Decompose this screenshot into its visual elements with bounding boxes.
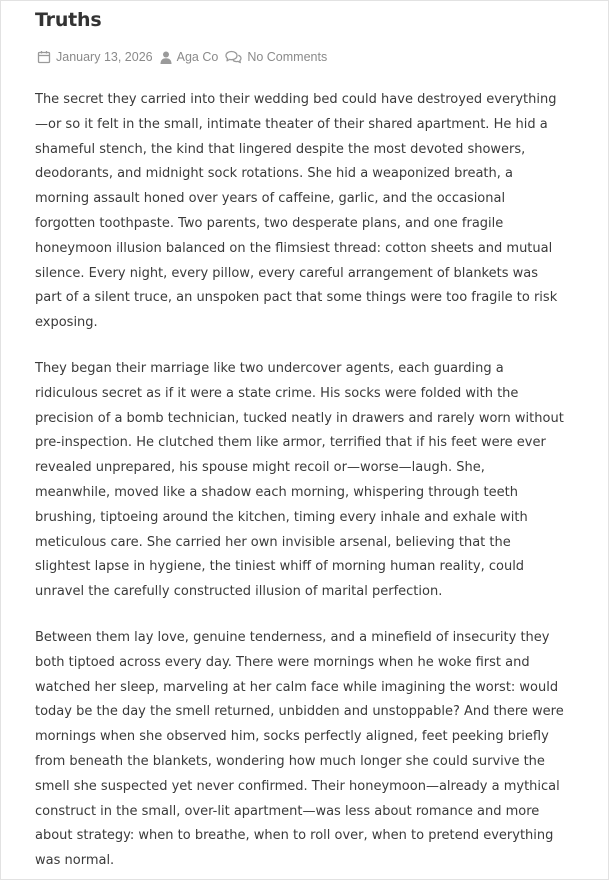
paragraph-line: Between them lay love, genuine tenderness, and a minefield of insecurity they bbox=[35, 629, 550, 645]
calendar-icon bbox=[37, 50, 51, 64]
post-comments[interactable] bbox=[225, 50, 327, 64]
post-paragraph bbox=[35, 626, 581, 874]
paragraph-line: meanwhile, moved like a shadow each morning, whispering through teeth bbox=[35, 484, 518, 500]
paragraph-line: revealed unprepared, his spouse might recoil or—worse—laugh. She, bbox=[35, 460, 485, 476]
paragraph-line: today be the day the smell returned, unbidden and unstoppable? And there were bbox=[35, 704, 564, 720]
paragraph-line: mornings when she observed him, socks perfectly aligned, feet peeking briefly bbox=[35, 729, 549, 745]
paragraph-line: unravel the carefully constructed illusion of marital perfection. bbox=[35, 584, 443, 600]
paragraph-line: from beneath the blankets, wondering how much longer she could survive the bbox=[35, 753, 545, 769]
paragraph-line: shameful stench, the kind that lingered despite the most devoted showers, bbox=[35, 141, 526, 157]
post-author[interactable] bbox=[160, 50, 219, 64]
paragraph-line: smell she suspected yet never confirmed. Their honeymoon—already a mythical bbox=[35, 778, 560, 794]
post-paragraph bbox=[35, 88, 581, 336]
paragraph-line: meticulous care. She carried her own invisible arsenal, believing that the bbox=[35, 534, 511, 550]
paragraph-line: watched her sleep, marveling at her calm face while imagining the worst: would bbox=[35, 679, 559, 695]
comments-icon bbox=[225, 50, 242, 64]
paragraph-line: morning assault honed over years of caffeine, garlic, and the occasional bbox=[35, 191, 506, 207]
paragraph-line: brushing, tiptoeing around the kitchen, timing every inhale and exhale with bbox=[35, 509, 528, 525]
paragraph-line: ridiculous secret as if it were a state crime. His socks were folded with the bbox=[35, 385, 519, 401]
post-title: Truths bbox=[35, 9, 102, 31]
paragraph-line: exposing. bbox=[35, 315, 98, 331]
paragraph-line: —or so it felt in the small, intimate theater of their shared apartment. He hid a bbox=[35, 116, 548, 132]
post-date[interactable] bbox=[37, 50, 153, 64]
paragraph-line: forgotten toothpaste. Two parents, two desperate plans, and one fragile bbox=[35, 215, 504, 231]
paragraph-line: deodorants, and midnight sock rotations. She hid a weaponized breath, a bbox=[35, 166, 513, 182]
paragraph-line: The secret they carried into their wedding bed could have destroyed everything bbox=[35, 92, 557, 107]
paragraph-line: was normal. bbox=[35, 853, 115, 869]
paragraph-line: silence. Every night, every pillow, every careful arrangement of blankets was bbox=[35, 265, 538, 281]
paragraph-line: both tiptoed across every day. There were mornings when he woke first and bbox=[35, 654, 530, 670]
paragraph-line: construct in the small, over-lit apartment—was less about romance and more bbox=[35, 803, 540, 819]
paragraph-line: honeymoon illusion balanced on the flimsiest thread: cotton sheets and mutual bbox=[35, 240, 553, 256]
paragraph-line: about strategy: when to breathe, when to roll over, when to pretend everything bbox=[35, 828, 554, 844]
paragraph-line: pre-inspection. He clutched them like armor, terrified that if his feet were ever bbox=[35, 435, 546, 451]
paragraph-line: precision of a bomb technician, tucked neatly in drawers and rarely worn without bbox=[35, 410, 564, 426]
post-paragraph bbox=[35, 357, 581, 605]
post-date-link[interactable]: January 13, 2026 bbox=[56, 50, 153, 64]
paragraph-line: They began their marriage like two undercover agents, each guarding a bbox=[35, 360, 504, 376]
user-icon bbox=[160, 51, 172, 64]
paragraph-line: slightest lapse in hygiene, the tiniest whiff of morning human reality, could bbox=[35, 559, 525, 575]
paragraph-line: part of a silent truce, an unspoken pact that some things were too fragile to risk bbox=[35, 290, 558, 306]
post-content bbox=[35, 88, 581, 895]
post-author-link[interactable]: Aga Co bbox=[176, 50, 219, 64]
post-comments-link[interactable]: No Comments bbox=[247, 50, 328, 64]
post-meta bbox=[37, 50, 334, 64]
